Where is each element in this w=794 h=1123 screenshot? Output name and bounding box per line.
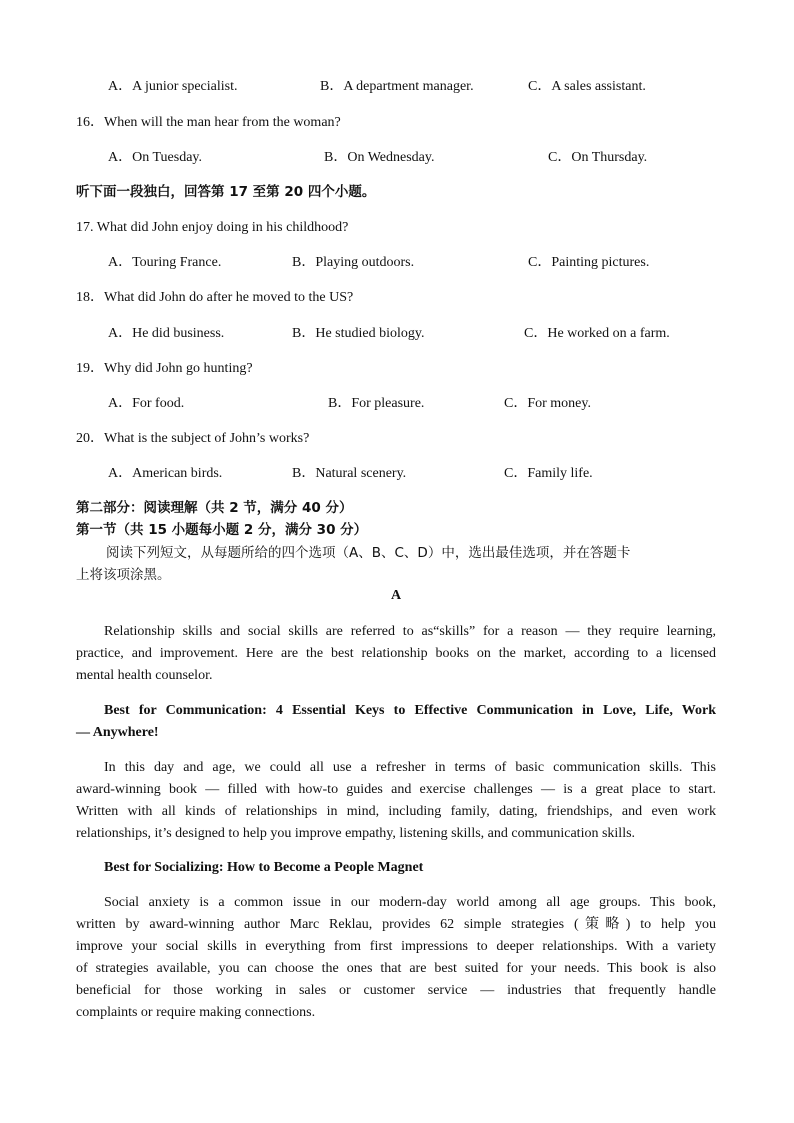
- socializing-line: written by award-winning author Marc Reklau, provides 62 simple strategies (策略) to help you: [76, 917, 716, 932]
- q20-option-c: C．Family life.: [504, 466, 593, 481]
- q20-option-a: A．American birds.: [108, 466, 223, 481]
- q16-option-c: C．On Thursday.: [548, 150, 648, 165]
- q15-option-b: B．A department manager.: [320, 79, 474, 94]
- q20-question: 20．What is the subject of John’s works?: [76, 431, 310, 446]
- communication-line: Written with all kinds of relationships in mind, including family, dating, friendships, and even work: [76, 804, 716, 819]
- q19-question: 19．Why did John go hunting?: [76, 361, 253, 376]
- socializing-line: of strategies available, you can choose the ones that are best suited for your needs. This book is also: [76, 961, 716, 976]
- q18-option-c: C．He worked on a farm.: [524, 326, 670, 341]
- socializing-line: improve your social skills in everything from first impressions to deeper relationships. With a variety: [76, 939, 716, 954]
- q17-question: 17. What did John enjoy doing in his childhood?: [76, 220, 349, 235]
- q17-option-b: B．Playing outdoors.: [292, 255, 415, 270]
- q16-question: 16．When will the man hear from the woman?: [76, 115, 341, 130]
- q15-option-a: A．A junior specialist.: [108, 79, 238, 94]
- q15-option-c: C．A sales assistant.: [528, 79, 646, 94]
- q19-option-a: A．For food.: [108, 396, 185, 411]
- q18-question: 18．What did John do after he moved to the US?: [76, 290, 354, 305]
- communication-line: In this day and age, we could all use a refresher in terms of basic communication skills. This: [104, 760, 716, 775]
- communication-heading-line: Best for Communication: 4 Essential Keys to Effective Communication in Love, Life, Work: [104, 703, 716, 718]
- part2-heading: 第二部分：阅读理解（共 2 节，满分 40 分）: [76, 500, 353, 516]
- q20-option-b: B．Natural scenery.: [292, 466, 407, 481]
- intro-paragraph: [76, 621, 716, 687]
- communication-line: award-winning book — filled with how-to guides and exercise challenges — is a great place to start.: [76, 782, 716, 797]
- intro-line: practice, and improvement. Here are the best relationship books on the market, according to a licensed: [76, 646, 716, 661]
- q17-option-a: A．Touring France.: [108, 255, 222, 270]
- q18-option-b: B．He studied biology.: [292, 326, 425, 341]
- communication-heading-line: — Anywhere!: [76, 725, 159, 740]
- q19-option-b: B．For pleasure.: [328, 396, 425, 411]
- directions-line-1: 阅读下列短文，从每题所给的四个选项（A、B、C、D）中，选出最佳选项，并在答题卡: [106, 545, 631, 561]
- q18-option-a: A．He did business.: [108, 326, 225, 341]
- communication-paragraph: [76, 757, 716, 845]
- socializing-line: complaints or require making connections.: [76, 1005, 316, 1020]
- socializing-paragraph: [76, 892, 716, 1024]
- communication-line: relationships, it’s designed to help you improve empathy, listening skills, and communication skills.: [76, 826, 636, 841]
- socializing-line: beneficial for those working in sales or customer service — industries that frequently handle: [76, 983, 716, 998]
- directions-line-2: 上将该项涂黑。: [76, 567, 171, 583]
- intro-line: mental health counselor.: [76, 668, 213, 683]
- q16-option-a: A．On Tuesday.: [108, 150, 202, 165]
- socializing-line: Social anxiety is a common issue in our modern-day world among all age groups. This book,: [104, 895, 716, 910]
- passage-label: A: [390, 588, 402, 603]
- q17-option-c: C．Painting pictures.: [528, 255, 650, 270]
- instruction-17-20: 听下面一段独白，回答第 17 至第 20 四个小题。: [76, 184, 376, 200]
- q16-option-b: B．On Wednesday.: [324, 150, 435, 165]
- socializing-heading: Best for Socializing: How to Become a People Magnet: [104, 860, 424, 875]
- section1-heading: 第一节（共 15 小题每小题 2 分，满分 30 分）: [76, 522, 368, 538]
- q19-option-c: C．For money.: [504, 396, 591, 411]
- intro-line: Relationship skills and social skills are referred to as“skills” for a reason — they require learning,: [104, 624, 716, 639]
- communication-heading: [76, 700, 716, 744]
